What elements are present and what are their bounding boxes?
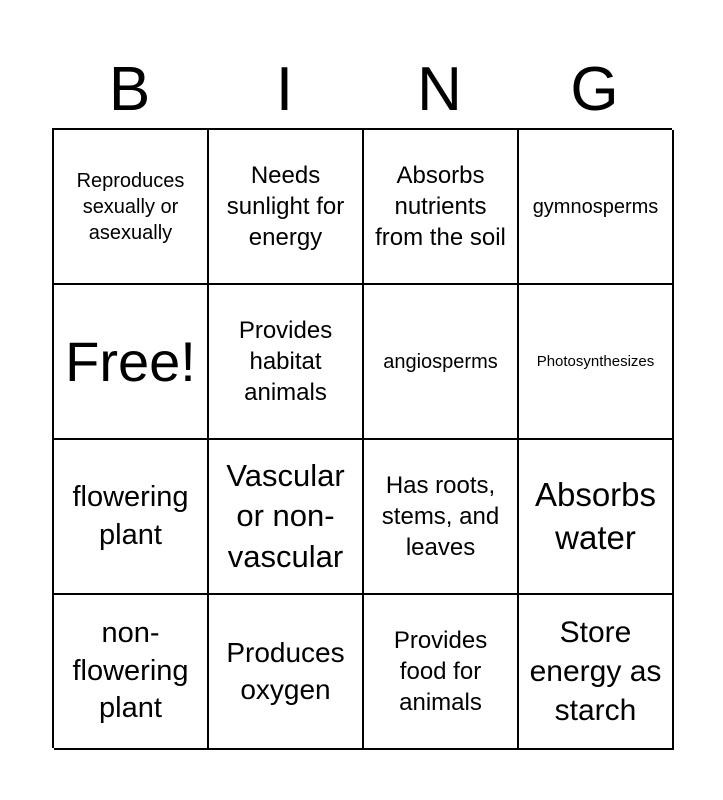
bingo-cell[interactable]: Has roots, stems, and leaves — [364, 440, 519, 595]
bingo-cell[interactable]: gymnosperms — [519, 130, 674, 285]
bingo-cell[interactable]: Vascular or non-vascular — [209, 440, 364, 595]
bingo-cell[interactable]: Needs sunlight for energy — [209, 130, 364, 285]
bingo-cell[interactable]: Provides habitat animals — [209, 285, 364, 440]
bingo-cell[interactable]: Produces oxygen — [209, 595, 364, 750]
bingo-cell[interactable]: Absorbs water — [519, 440, 674, 595]
header-letter-b: B — [108, 55, 151, 124]
bingo-cell[interactable]: Reproduces sexually or asexually — [54, 130, 209, 285]
bingo-cell[interactable]: Absorbs nutrients from the soil — [364, 130, 519, 285]
free-space-cell[interactable]: Free! — [54, 285, 209, 440]
bingo-header — [52, 52, 672, 128]
bingo-cell[interactable]: flowering plant — [54, 440, 209, 595]
bingo-cell[interactable]: angiosperms — [364, 285, 519, 440]
bingo-cell[interactable]: Provides food for animals — [364, 595, 519, 750]
header-letter-g: G — [570, 55, 619, 124]
bingo-board — [52, 128, 672, 748]
header-letter-n: N — [417, 55, 462, 124]
bingo-cell[interactable]: non-flowering plant — [54, 595, 209, 750]
bingo-cell[interactable]: Photosynthesizes — [519, 285, 674, 440]
bingo-cell[interactable]: Store energy as starch — [519, 595, 674, 750]
header-letter-i: I — [275, 55, 294, 124]
